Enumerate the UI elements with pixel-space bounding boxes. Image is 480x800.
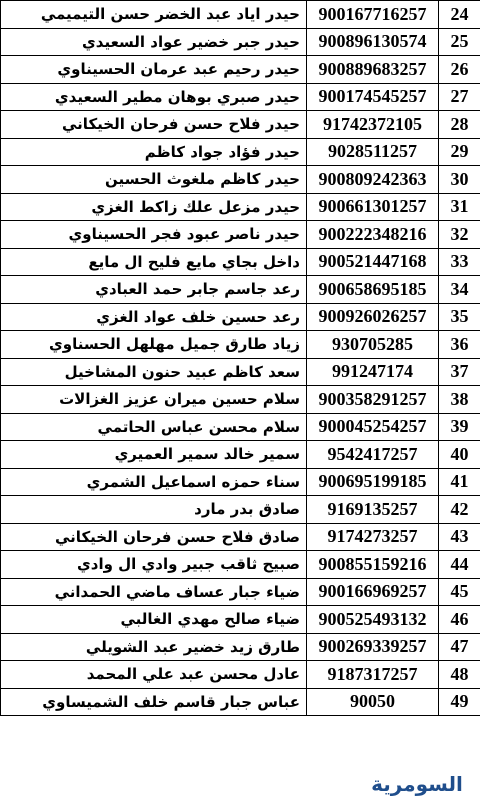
table-row — [1, 138, 480, 166]
phone-cell: 9028511257 — [307, 138, 439, 166]
number-cell: 28 — [439, 111, 480, 139]
roster-body — [1, 1, 480, 716]
phone-cell: 9169135257 — [307, 496, 439, 524]
phone-cell: 900855159216 — [307, 551, 439, 579]
name-cell: سمير خالد سمير العميري — [1, 441, 307, 469]
number-cell: 38 — [439, 386, 480, 414]
number-cell: 24 — [439, 1, 480, 29]
number-cell: 37 — [439, 358, 480, 386]
name-cell: سلام حسين ميران عزيز الغزالات — [1, 386, 307, 414]
number-cell: 30 — [439, 166, 480, 194]
phone-cell: 900926026257 — [307, 303, 439, 331]
number-cell: 47 — [439, 633, 480, 661]
phone-cell: 900358291257 — [307, 386, 439, 414]
table-row — [1, 166, 480, 194]
number-cell: 40 — [439, 441, 480, 469]
number-cell: 33 — [439, 248, 480, 276]
number-cell: 35 — [439, 303, 480, 331]
phone-cell: 900889683257 — [307, 56, 439, 84]
name-cell: داخل بجاي مايع فليح ال مايع — [1, 248, 307, 276]
name-cell: صادق بدر مارد — [1, 496, 307, 524]
table-row — [1, 606, 480, 634]
number-cell: 48 — [439, 661, 480, 689]
phone-cell: 9542417257 — [307, 441, 439, 469]
name-cell: طارق زيد خضير عبد الشويلي — [1, 633, 307, 661]
name-cell: حيدر فؤاد جواد كاظم — [1, 138, 307, 166]
table-row — [1, 331, 480, 359]
table-row — [1, 1, 480, 29]
table-row — [1, 523, 480, 551]
phone-cell: 900658695185 — [307, 276, 439, 304]
table-row — [1, 551, 480, 579]
number-cell: 31 — [439, 193, 480, 221]
phone-cell: 900525493132 — [307, 606, 439, 634]
number-cell: 45 — [439, 578, 480, 606]
phone-cell: 930705285 — [307, 331, 439, 359]
phone-cell: 90050 — [307, 688, 439, 716]
name-cell: صادق فلاح حسن فرحان الخيكاني — [1, 523, 307, 551]
phone-cell: 900896130574 — [307, 28, 439, 56]
table-row — [1, 56, 480, 84]
table-row — [1, 413, 480, 441]
name-cell: حيدر ناصر عبود فجر الحسيناوي — [1, 221, 307, 249]
name-cell: رعد حسين خلف عواد الغزي — [1, 303, 307, 331]
number-cell: 44 — [439, 551, 480, 579]
table-row — [1, 28, 480, 56]
phone-cell: 9187317257 — [307, 661, 439, 689]
phone-cell: 900661301257 — [307, 193, 439, 221]
name-cell: زياد طارق جميل مهلهل الحسناوي — [1, 331, 307, 359]
number-cell: 39 — [439, 413, 480, 441]
number-cell: 29 — [439, 138, 480, 166]
number-cell: 43 — [439, 523, 480, 551]
number-cell: 49 — [439, 688, 480, 716]
number-cell: 41 — [439, 468, 480, 496]
phone-cell: 9174273257 — [307, 523, 439, 551]
name-cell: حيدر مزعل علك زاكط الغزي — [1, 193, 307, 221]
name-cell: عادل محسن عبد علي المحمد — [1, 661, 307, 689]
phone-cell: 900174545257 — [307, 83, 439, 111]
table-row — [1, 633, 480, 661]
name-cell: حيدر جبر خضير عواد السعيدي — [1, 28, 307, 56]
name-cell: حيدر صبري بوهان مطير السعيدي — [1, 83, 307, 111]
table-row — [1, 688, 480, 716]
table-row — [1, 468, 480, 496]
name-cell: سلام محسن عباس الحاتمي — [1, 413, 307, 441]
table-row — [1, 358, 480, 386]
number-cell: 42 — [439, 496, 480, 524]
table-row — [1, 578, 480, 606]
name-cell: ضياء جبار عساف ماضي الحمداني — [1, 578, 307, 606]
table-row — [1, 661, 480, 689]
phone-cell: 900809242363 — [307, 166, 439, 194]
number-cell: 27 — [439, 83, 480, 111]
table-row — [1, 386, 480, 414]
number-cell: 32 — [439, 221, 480, 249]
phone-cell: 991247174 — [307, 358, 439, 386]
table-row — [1, 193, 480, 221]
name-cell: حيدر فلاح حسن فرحان الخيكاني — [1, 111, 307, 139]
number-cell: 36 — [439, 331, 480, 359]
phone-cell: 900166969257 — [307, 578, 439, 606]
number-cell: 34 — [439, 276, 480, 304]
name-cell: حيدر رحيم عبد عرمان الحسيناوي — [1, 56, 307, 84]
name-cell: سناء حمزه اسماعيل الشمري — [1, 468, 307, 496]
number-cell: 46 — [439, 606, 480, 634]
table-row — [1, 111, 480, 139]
table-row — [1, 221, 480, 249]
name-cell: حيدر كاظم ملغوث الحسين — [1, 166, 307, 194]
phone-cell: 900045254257 — [307, 413, 439, 441]
watermark-text: السومرية — [371, 772, 463, 796]
table-row — [1, 248, 480, 276]
name-cell: حيدر اياد عبد الخضر حسن التيميمي — [1, 1, 307, 29]
table-row — [1, 303, 480, 331]
phone-cell: 91742372105 — [307, 111, 439, 139]
name-cell: صبيح ثاقب جبير وادي ال وادي — [1, 551, 307, 579]
name-cell: سعد كاظم عبيد حنون المشاخيل — [1, 358, 307, 386]
name-cell: ضياء صالح مهدي الغالبي — [1, 606, 307, 634]
phone-cell: 900167716257 — [307, 1, 439, 29]
number-cell: 25 — [439, 28, 480, 56]
number-cell: 26 — [439, 56, 480, 84]
table-row — [1, 441, 480, 469]
table-row — [1, 276, 480, 304]
table-row — [1, 83, 480, 111]
watermark-logo — [354, 768, 480, 800]
name-cell: عباس جبار قاسم خلف الشميساوي — [1, 688, 307, 716]
phone-cell: 900222348216 — [307, 221, 439, 249]
phone-cell: 900695199185 — [307, 468, 439, 496]
name-cell: رعد جاسم جابر حمد العبادي — [1, 276, 307, 304]
phone-cell: 900521447168 — [307, 248, 439, 276]
table-row — [1, 496, 480, 524]
phone-cell: 900269339257 — [307, 633, 439, 661]
